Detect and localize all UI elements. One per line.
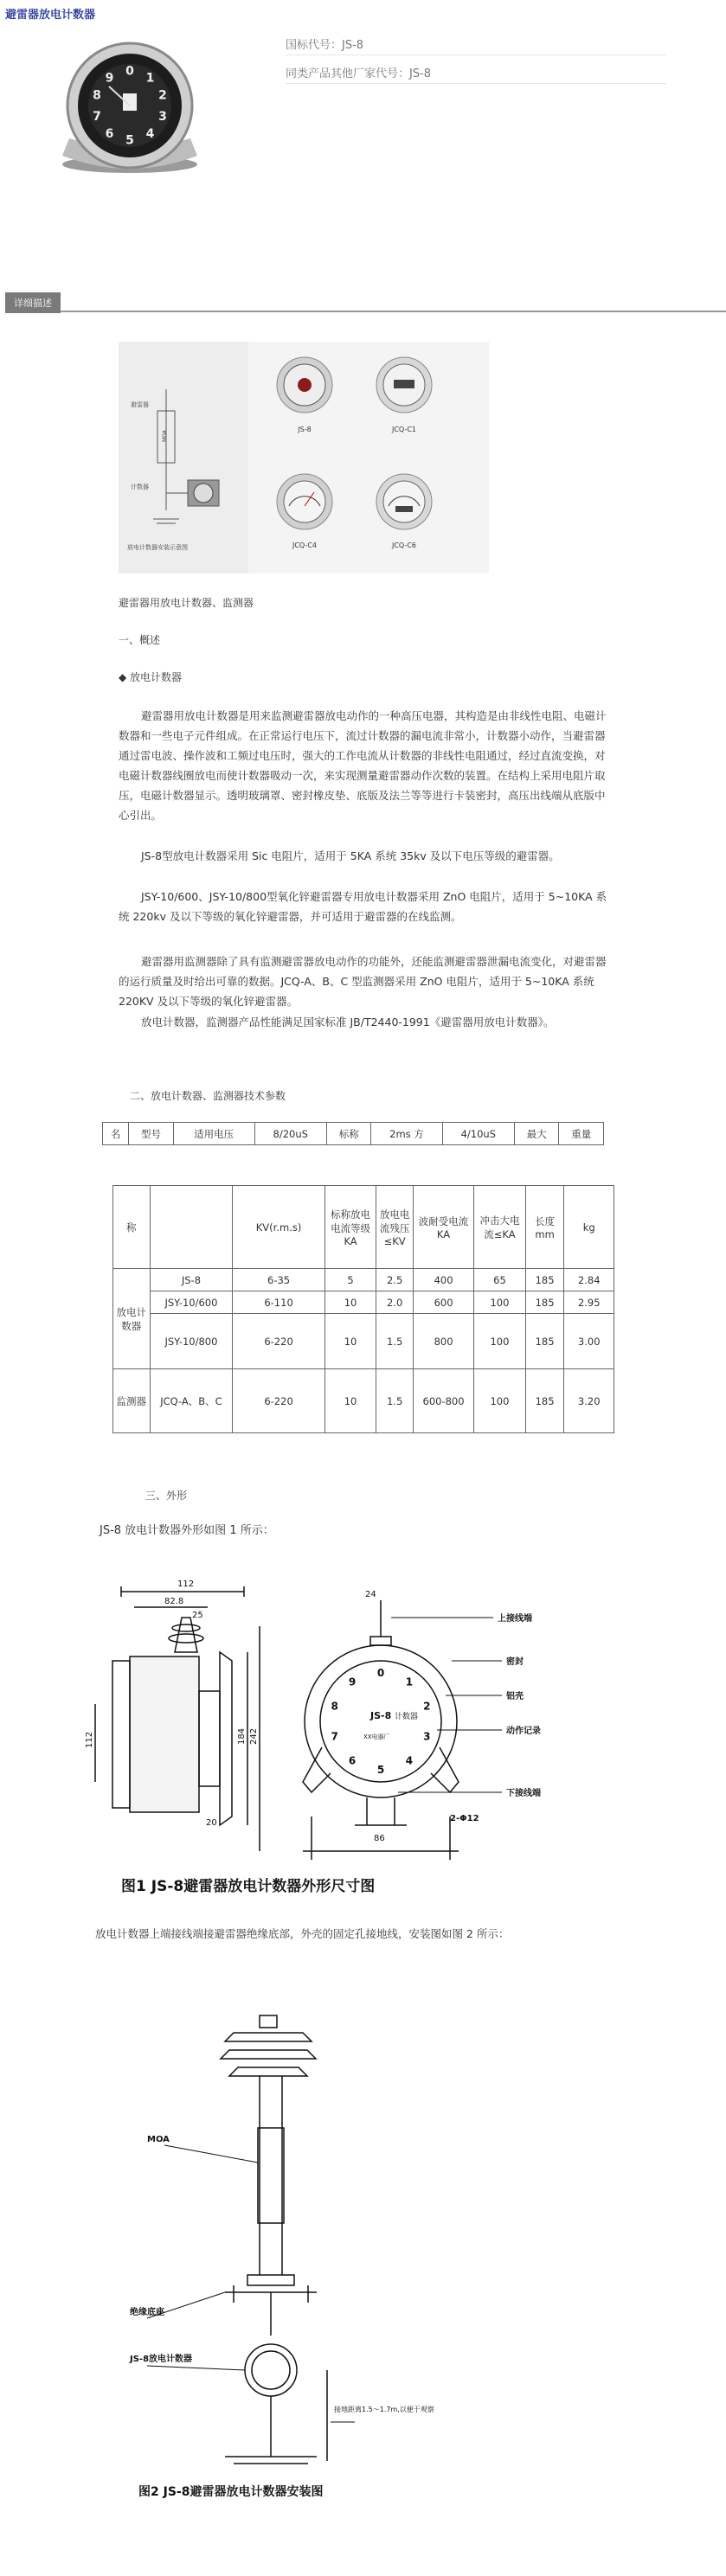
callout-record: 动作记录 [506, 1727, 541, 1736]
spec-cell: JSY-10/800 [150, 1314, 233, 1369]
overview-paragraph: 避雷器用放电计数器是用来监测避雷器放电动作的一种高压电器，其构造是由非线性电阻、电磁计数器和一些电子元件组成。在正常运行电压下，流过计数器的漏电流非常小，计数器小动作，当避雷器通过雷电波、操作波和工频过电压时，强大的工作电流从计数器的非线性电阻通过，经过直流变换，对电磁计数器线圈放电而使计数器吸动一次，来实现测量避雷器动作次数的装置。在结构上采用电阻片取压，电磁计数器显示。透明玻璃罩、密封橡皮垫、底版及法兰等等进行卡装密封，高压出线端从底版中心引出。 [119, 709, 607, 822]
product-figure [119, 342, 489, 574]
fig2-callout-distance: 接地距离1.5～1.7m,以便于观察 [334, 2406, 434, 2413]
dial-number: 2 [423, 1700, 431, 1713]
dim-2-phi12: 2-Φ12 [450, 1814, 479, 1823]
callout-top-terminal: 上接线端 [498, 1614, 532, 1624]
dim-25: 25 [192, 1611, 203, 1620]
spec-cell: 185 [525, 1269, 564, 1291]
standard-paragraph: 放电计数器，监测器产品性能满足国家标准 JB/T2440-1991《避雷器用放电计数器》。 [141, 1016, 555, 1028]
spec-header-cell: 4/10uS [442, 1123, 514, 1145]
spec-cell: 长度mm [525, 1186, 564, 1269]
dim-112-top: 112 [177, 1580, 195, 1589]
mini-label-counter: 计数器 [131, 484, 149, 490]
spec-cell: 2.84 [564, 1269, 614, 1291]
spec-cell: 冲击大电流≤KA [474, 1186, 526, 1269]
page-title: 避雷器放电计数器 [5, 9, 96, 22]
js8-paragraph: JS-8型放电计数器采用 Sic 电阻片，适用于 5KA 系统 35kv 及以下电压等级的避雷器。 [141, 849, 560, 862]
dial-number: 4 [145, 127, 155, 142]
spec-cell: 5 [324, 1269, 376, 1291]
section-spec-heading: 二、放电计数器、监测器技术参数 [130, 1090, 286, 1102]
face-sub-label: 计数器 [395, 1713, 419, 1721]
spec-cell: KV(r.m.s) [233, 1186, 324, 1269]
dial-number: 6 [348, 1754, 357, 1767]
spec-cell: 称 [113, 1186, 151, 1269]
subject-line: 避雷器用放电计数器、监测器 [119, 597, 254, 609]
spec-cell: 3.00 [564, 1314, 614, 1369]
spec-cell: 标称放电电流等级KA [324, 1186, 376, 1269]
spec-header-cell: 8/20uS [254, 1123, 326, 1145]
spec-cell: 1.5 [376, 1314, 414, 1369]
dim-112-side: 112 [85, 1731, 94, 1748]
spec-cell [150, 1186, 233, 1269]
spec-cell: JS-8 [150, 1269, 233, 1291]
dial-number: 0 [376, 1667, 385, 1679]
dial-number: 8 [93, 88, 101, 103]
install-paragraph: 放电计数器上端接线端接避雷器绝缘底部，外壳的固定孔接地线，安装图如图 2 所示： [95, 1927, 510, 1940]
jsy-paragraph: JSY-10/600、JSY-10/800型氧化锌避雷器专用放电计数器采用 ZnO 电阻片，适用于 5~10KA 系统 220kv 及以下等级的氧化锌避雷器，并可适用于避雷器的在线监测。 [119, 890, 607, 923]
callout-bottom-terminal: 下接线端 [506, 1789, 541, 1798]
spec-header-cell: 标称 [326, 1123, 370, 1145]
mini-label-moa: MOA [162, 430, 168, 442]
fig2-callout-moa: MOA [147, 2135, 170, 2144]
spec-cell: 100 [474, 1314, 526, 1369]
attr-national-code: 国标代号：JS-8 [286, 39, 364, 52]
spec-cell: 400 [413, 1269, 473, 1291]
dial-number: 9 [348, 1676, 357, 1688]
spec-cell: 100 [474, 1369, 526, 1433]
spec-cell: 600 [413, 1291, 473, 1314]
spec-cell: 6-220 [233, 1369, 324, 1433]
spec-cell: 放电电流残压≤KV [376, 1186, 414, 1269]
dim-184: 184 [237, 1727, 247, 1745]
photo-label-jcq-c4: JCQ-C4 [292, 541, 318, 549]
callout-seal: 密封 [506, 1657, 524, 1667]
spec-cell: 6-35 [233, 1269, 324, 1291]
spec-header-cell: 名 [103, 1123, 129, 1145]
photo-label-js8: JS-8 [298, 426, 312, 433]
mini-label-install: 放电计数器安装示意图 [127, 544, 188, 551]
spec-cell: 2.95 [564, 1291, 614, 1314]
dial-number: 3 [423, 1730, 431, 1743]
dim-86: 86 [374, 1834, 385, 1843]
drawing-fig2 [130, 1990, 511, 2509]
spec-cell: 600-800 [413, 1369, 473, 1433]
callout-shell: 铝壳 [506, 1692, 524, 1701]
dial-number: 7 [93, 110, 101, 125]
spec-cell: 185 [525, 1291, 564, 1314]
drawing-dial-numbers [331, 1667, 431, 1776]
dim-242: 242 [249, 1727, 259, 1745]
appearance-caption: JS-8 放电计数器外形如图 1 所示： [100, 1524, 274, 1537]
dim-20: 20 [206, 1818, 217, 1828]
spec-cell: 10 [324, 1291, 376, 1314]
spec-table [112, 1185, 614, 1433]
dial-number: 2 [158, 88, 167, 103]
spec-cell: 3.20 [564, 1369, 614, 1433]
drawing2-caption: 图2 JS-8避雷器放电计数器安装图 [138, 2485, 324, 2499]
spec-cell: 6-220 [233, 1314, 324, 1369]
dim-82-8: 82.8 [164, 1597, 184, 1606]
spec-header-cell: 重量 [559, 1123, 604, 1145]
spec-cell: 65 [474, 1269, 526, 1291]
spec-cell: 6-110 [233, 1291, 324, 1314]
spec-header-table [102, 1122, 604, 1145]
spec-cell: 10 [324, 1369, 376, 1433]
spec-cell: 2.0 [376, 1291, 414, 1314]
spec-cell: 185 [525, 1369, 564, 1433]
dial-number: 5 [376, 1764, 385, 1776]
tab-detail-description[interactable]: 详细描述 [5, 292, 61, 313]
dial-number: 4 [405, 1754, 414, 1767]
attr-other-code: 同类产品其他厂家代号：JS-8 [286, 67, 432, 80]
photo-label-jcq-c6: JCQ-C6 [391, 541, 417, 549]
spec-cell: 185 [525, 1314, 564, 1369]
dial-number: 3 [158, 110, 167, 125]
dial-number: 1 [405, 1676, 414, 1688]
detail-tabbar [5, 292, 726, 312]
fig2-callout-counter: JS-8放电计数器 [130, 2355, 193, 2364]
section-overview-heading: 一、概述 [119, 634, 161, 646]
spec-cell: 2.5 [376, 1269, 414, 1291]
dial-number: 5 [125, 133, 134, 148]
dial-number: 8 [331, 1700, 338, 1713]
section-appearance-heading: 三、外形 [145, 1490, 188, 1502]
face-maker: XX电器厂 [363, 1733, 390, 1740]
spec-header-cell: 2ms 方 [371, 1123, 442, 1145]
product-image [52, 35, 208, 190]
drawing1-caption: 图1 JS-8避雷器放电计数器外形尺寸图 [121, 1878, 376, 1895]
spec-cell: 波耐受电流KA [413, 1186, 473, 1269]
spec-cell: 100 [474, 1291, 526, 1314]
drawing-fig1 [85, 1566, 597, 1903]
spec-cell: 800 [413, 1314, 473, 1369]
dial-number: 6 [105, 127, 114, 142]
bullet-counter-heading: ◆ 放电计数器 [119, 671, 183, 683]
dial-number: 9 [105, 71, 114, 86]
spec-header-cell: 最大 [515, 1123, 559, 1145]
dim-24: 24 [365, 1590, 376, 1599]
photo-label-jcq-c1: JCQ-C1 [391, 426, 417, 433]
dial-number: 1 [145, 71, 155, 86]
spec-header-cell: 型号 [129, 1123, 173, 1145]
monitor-paragraph: 避雷器用监测器除了具有监测避雷器放电动作的功能外，还能监测避雷器泄漏电流变化，对避雷器的运行质量及时给出可靠的数据。JCQ-A、B、C 型监测器采用 ZnO 电阻片，适用于 5~10KA 系统 220KV 及以下等级的氧化锌避雷器。 [119, 955, 607, 1008]
spec-group-name: 监测器 [113, 1369, 151, 1433]
spec-cell: JCQ-A、B、C [150, 1369, 233, 1433]
spec-group-name: 放电计数器 [113, 1269, 151, 1369]
spec-cell: 1.5 [376, 1369, 414, 1433]
spec-cell: JSY-10/600 [150, 1291, 233, 1314]
spec-header-cell: 适用电压 [173, 1123, 254, 1145]
dial-number: 7 [331, 1730, 338, 1743]
spec-cell: kg [564, 1186, 614, 1269]
face-label: JS-8 [370, 1710, 392, 1721]
mini-label-arrester: 避雷器 [131, 401, 149, 408]
spec-cell: 10 [324, 1314, 376, 1369]
dial-number: 0 [125, 64, 134, 79]
fig2-callout-base: 绝缘底座 [130, 2308, 164, 2317]
